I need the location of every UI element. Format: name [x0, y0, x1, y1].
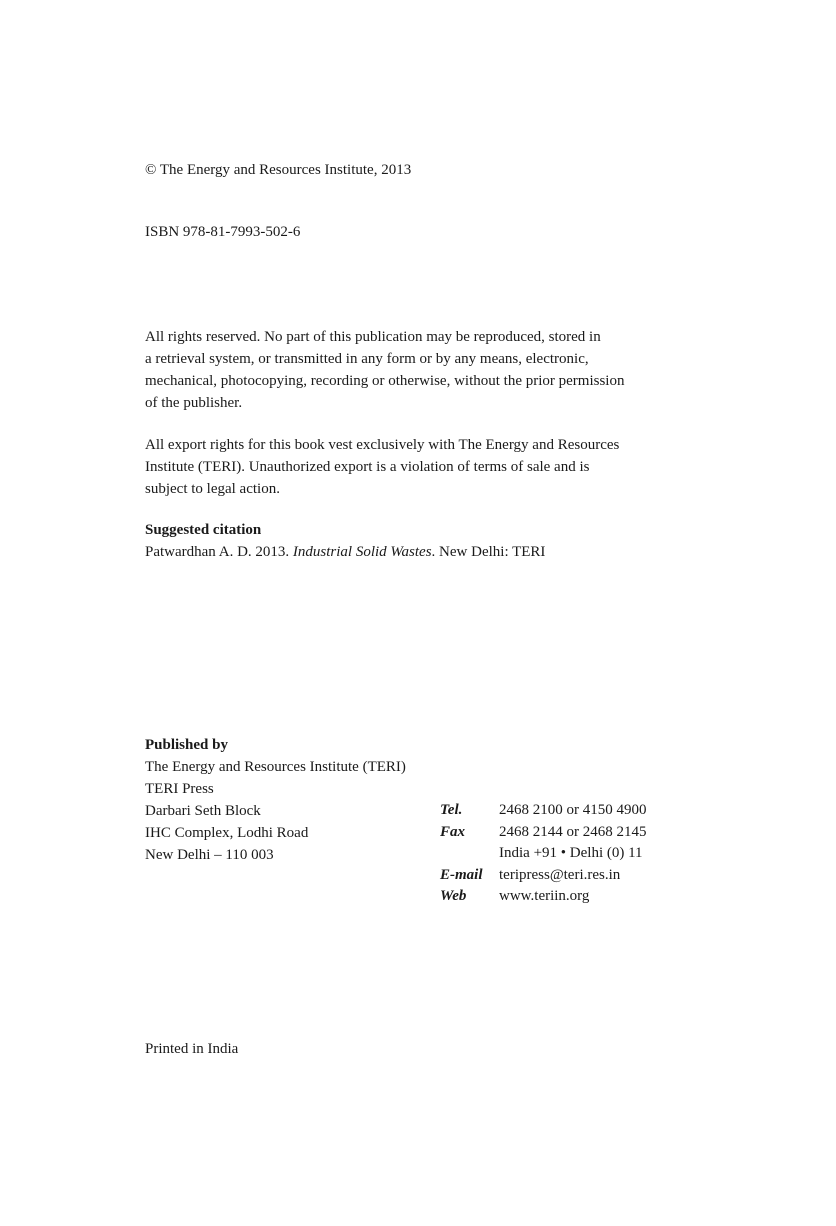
copyright-notice — [145, 159, 411, 181]
export-line: Institute (TERI). Unauthorized export is a violation of terms of sale and is — [145, 459, 590, 475]
citation-title: Industrial Solid Wastes — [292, 544, 432, 560]
export-line: All export rights for this book vest exclusively with The Energy and Resources — [145, 437, 620, 453]
publisher-address-line: TERI Press — [145, 781, 214, 797]
fax-label: Fax — [440, 823, 466, 840]
email-label: E-mail — [440, 866, 483, 883]
citation-text — [145, 541, 545, 563]
export-line: subject to legal action. — [145, 481, 280, 497]
suggested-citation — [145, 519, 545, 563]
contact-row-tel — [440, 799, 647, 821]
publisher-address-line: Darbari Seth Block — [145, 803, 261, 819]
tel-value: 2468 2100 or 4150 4900 — [499, 802, 647, 818]
dialing-code-value: India +91 • Delhi (0) 11 — [499, 845, 643, 861]
contact-row-web — [440, 885, 647, 907]
rights-line: mechanical, photocopying, recording or otherwise, without the prior permission — [145, 373, 625, 389]
printed-in — [145, 1038, 238, 1060]
rights-line: All rights reserved. No part of this publication may be reproduced, stored in — [145, 329, 601, 345]
rights-line: a retrieval system, or transmitted in any form or by any means, electronic, — [145, 351, 589, 367]
rights-reserved-paragraph — [145, 326, 685, 414]
isbn-text: ISBN 978-81-7993-502-6 — [145, 224, 301, 240]
published-heading: Published by — [145, 737, 228, 753]
publisher-address-line: New Delhi – 110 003 — [145, 847, 274, 863]
isbn — [145, 221, 300, 243]
citation-publisher: . New Delhi: TERI — [431, 544, 546, 560]
citation-author: Patwardhan A. D. 2013. — [145, 544, 293, 560]
publisher-address-line: The Energy and Resources Institute (TERI) — [145, 759, 406, 775]
published-by — [145, 734, 406, 866]
copyright-text: © The Energy and Resources Institute, 2013 — [145, 162, 412, 178]
rights-line: of the publisher. — [145, 395, 243, 411]
email-value: teripress@teri.res.in — [499, 866, 621, 883]
web-label: Web — [440, 888, 467, 904]
dialing-code-label — [440, 842, 499, 864]
tel-label: Tel. — [440, 802, 463, 818]
contact-row-dialing-code — [440, 842, 647, 864]
contact-row-fax — [440, 821, 647, 843]
contact-row-email — [440, 864, 647, 886]
export-rights-paragraph — [145, 434, 685, 500]
web-value: www.teriin.org — [499, 888, 590, 904]
citation-heading: Suggested citation — [145, 522, 262, 538]
fax-value: 2468 2144 or 2468 2145 — [499, 823, 647, 840]
contact-details — [440, 799, 647, 907]
publisher-address-line: IHC Complex, Lodhi Road — [145, 825, 309, 841]
printed-text: Printed in India — [145, 1041, 239, 1057]
